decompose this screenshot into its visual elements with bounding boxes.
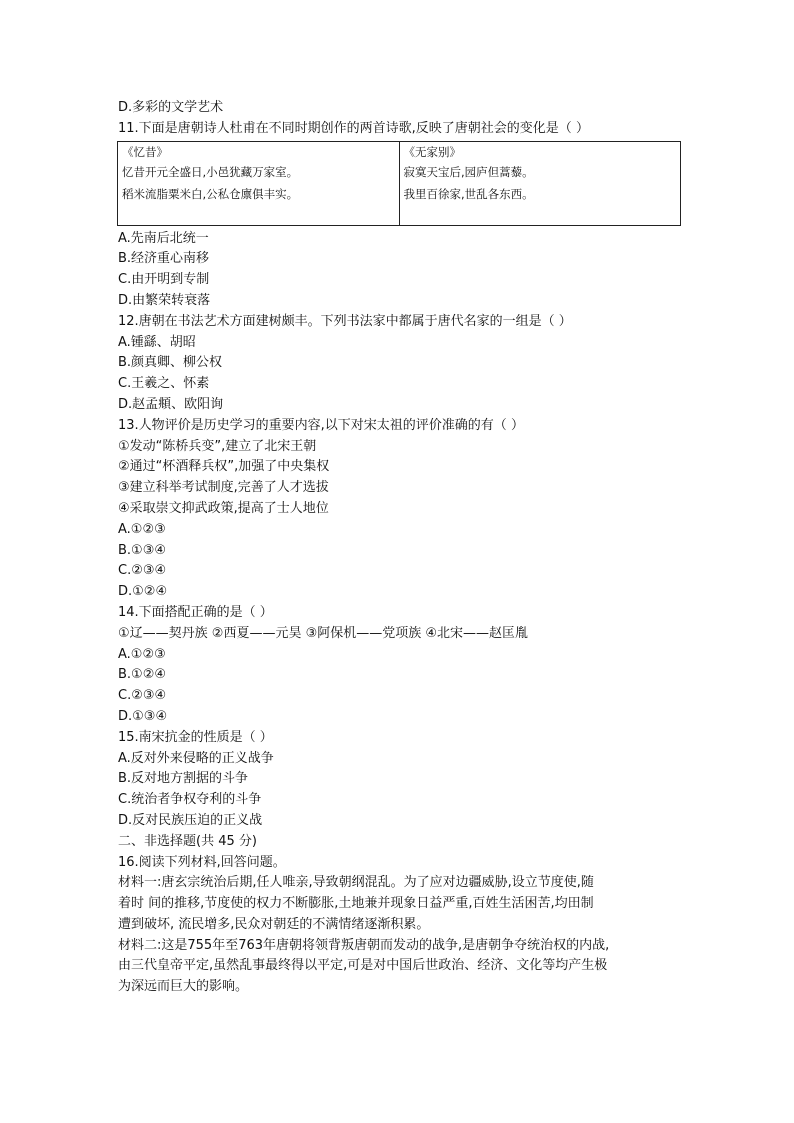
poem-line: 寂寞天宝后,园庐但蒿藜。 xyxy=(403,164,534,179)
q14-stem: 14.下面搭配正确的是（ ） xyxy=(118,604,273,620)
q14-items: ①辽——契丹族 ②西夏——元昊 ③阿保机——党项族 ④北宋——赵匡胤 xyxy=(118,625,529,641)
q13-item: ②通过“杯酒释兵权”,加强了中央集权 xyxy=(118,459,330,475)
q12-option-d: D.赵孟頫、欧阳询 xyxy=(118,396,224,412)
poem-line: 稻米流脂粟米白,公私仓廪俱丰实。 xyxy=(122,186,299,201)
poem-table xyxy=(117,141,681,226)
q12-option-b: B.颜真卿、柳公权 xyxy=(118,355,223,371)
q15-option-b: B.反对地方割据的斗争 xyxy=(118,771,249,787)
q13-option-b: B.①③④ xyxy=(118,542,167,558)
q11-option-a: A.先南后北统一 xyxy=(118,230,209,246)
q12-option-a: A.锺繇、胡昭 xyxy=(118,334,196,350)
section-heading: 二、非选择题(共 45 分) xyxy=(118,833,257,849)
poem-title-left: 《忆昔》 xyxy=(122,144,168,159)
poem-line: 我里百徐家,世乱各东西。 xyxy=(403,186,534,201)
q11-option-c: C.由开明到专制 xyxy=(118,272,210,288)
q13-option-d: D.①②④ xyxy=(118,584,168,600)
q13-stem: 13.人物评价是历史学习的重要内容,以下对宋太祖的评价准确的有（ ） xyxy=(118,417,524,433)
q15-stem: 15.南宋抗金的性质是（ ） xyxy=(118,729,273,745)
material-one-line: 材料一:唐玄宗统治后期,任人唯亲,导致朝纲混乱。为了应对边疆威胁,设立节度使,随 xyxy=(118,875,594,891)
q10-option-d: D.多彩的文学艺术 xyxy=(118,100,224,115)
material-two-line: 材料二:这是755年至763年唐朝将领背叛唐朝而发动的战争,是唐朝争夺统治权的内战, xyxy=(118,937,610,953)
q11-option-b: B.经济重心南移 xyxy=(118,251,210,267)
q15-option-a: A.反对外来侵略的正义战争 xyxy=(118,750,274,766)
material-one-line: 着时 间的推移,节度使的权力不断膨胀,土地兼并现象日益严重,百姓生活困苦,均田制 xyxy=(118,896,594,912)
q16-stem: 16.阅读下列材料,回答问题。 xyxy=(118,854,286,870)
q15-option-d: D.反对民族压迫的正义战 xyxy=(118,812,263,828)
q12-stem: 12.唐朝在书法艺术方面建树颇丰。下列书法家中都属于唐代名家的一组是（ ） xyxy=(118,313,572,329)
material-two-line: 由三代皇帝平定,虽然乱事最终得以平定,可是对中国后世政治、经济、文化等均产生极 xyxy=(118,958,608,974)
poem-cell-right xyxy=(399,141,681,225)
poem-cell-left xyxy=(118,141,400,225)
poem-title-right: 《无家别》 xyxy=(403,144,461,159)
q11-option-d: D.由繁荣转衰落 xyxy=(118,292,211,308)
q14-option-a: A.①②③ xyxy=(118,646,166,662)
q13-item: ③建立科举考试制度,完善了人才选拔 xyxy=(118,480,329,496)
q13-item: ①发动“陈桥兵变”,建立了北宋王朝 xyxy=(118,438,317,454)
q13-item: ④采取崇文抑武政策,提高了士人地位 xyxy=(118,500,329,516)
q13-option-a: A.①②③ xyxy=(118,521,166,537)
q14-option-c: C.②③④ xyxy=(118,688,167,704)
material-one-line: 遭到破坏, 流民增多,民众对朝廷的不满情绪逐渐积累。 xyxy=(118,916,430,932)
q12-option-c: C.王羲之、怀素 xyxy=(118,376,210,392)
q14-option-b: B.①②④ xyxy=(118,667,167,683)
poem-line: 忆昔开元全盛日,小邑犹藏万家室。 xyxy=(122,164,299,179)
material-two-line: 为深远而巨大的影响。 xyxy=(118,979,249,995)
q13-option-c: C.②③④ xyxy=(118,563,167,579)
q14-option-d: D.①③④ xyxy=(118,708,168,724)
exam-content xyxy=(118,98,684,998)
q11-stem: 11.下面是唐朝诗人杜甫在不同时期创作的两首诗歌,反映了唐朝社会的变化是（ ） xyxy=(118,120,589,136)
q15-option-c: C.统治者争权夺利的斗争 xyxy=(118,792,262,808)
